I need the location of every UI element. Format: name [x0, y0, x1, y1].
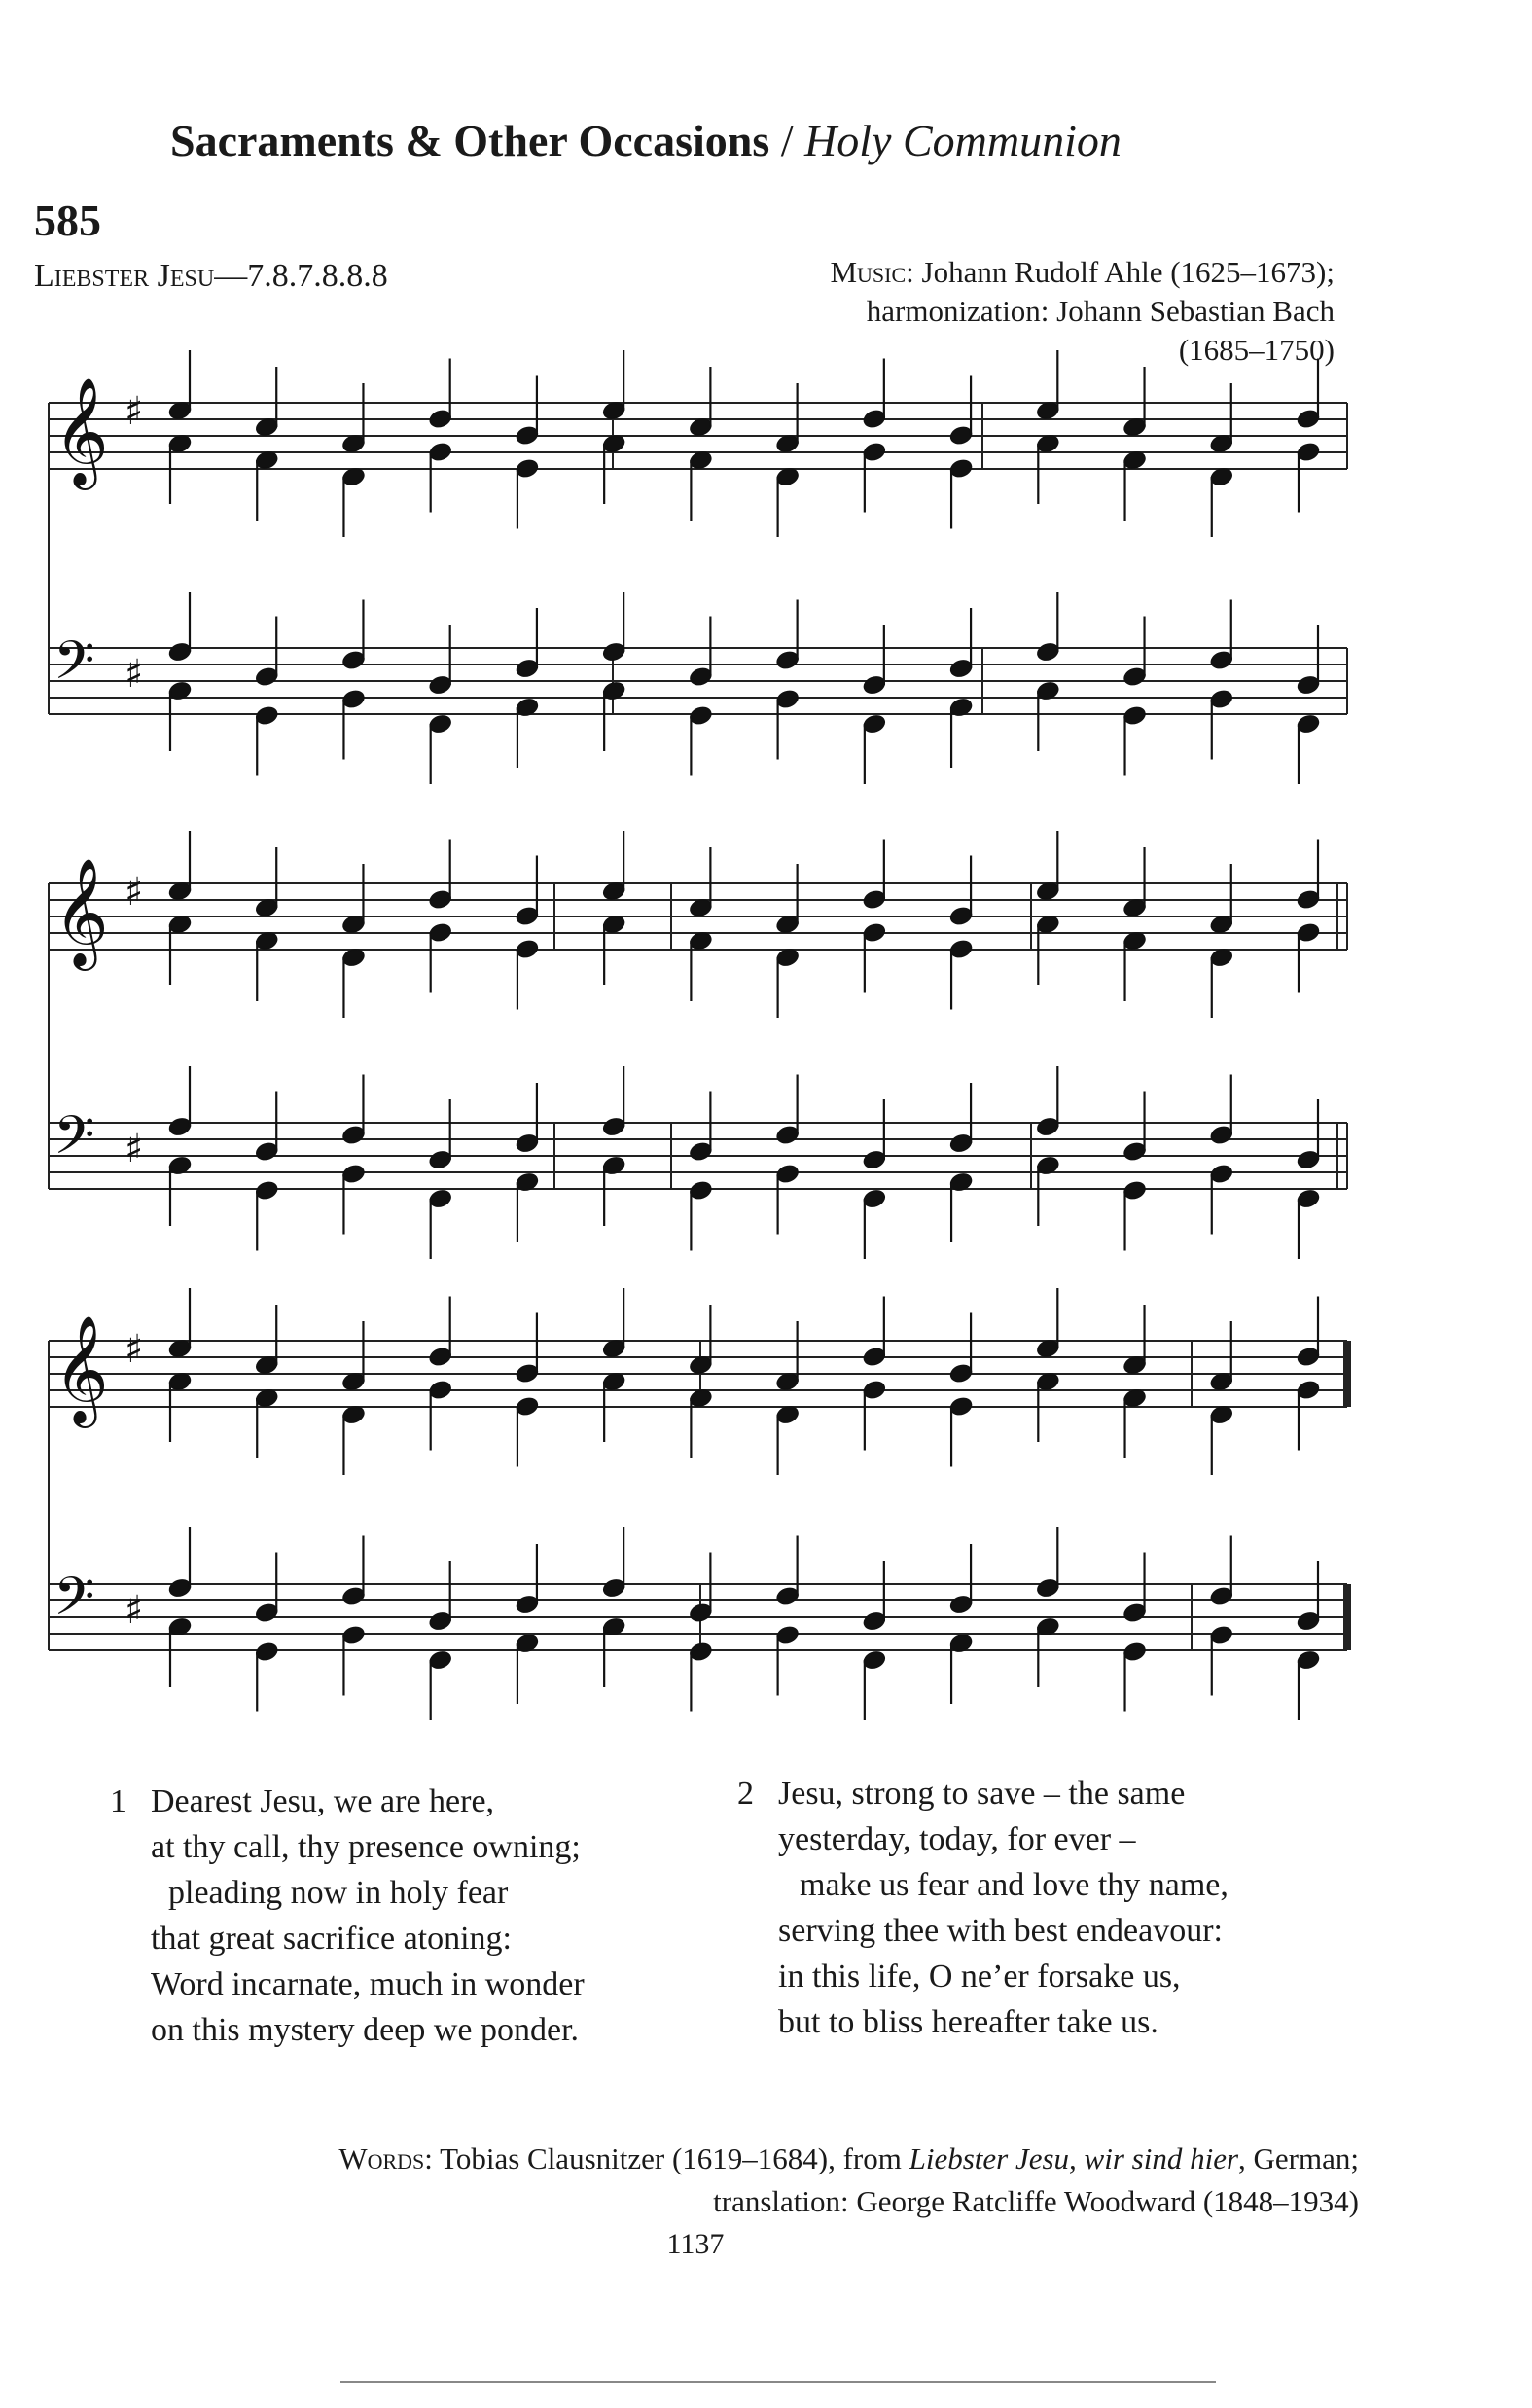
notehead [340, 1163, 366, 1185]
notehead [948, 1633, 974, 1655]
bass-clef-icon: 𝄢 [53, 1104, 95, 1179]
notehead [1035, 1371, 1060, 1393]
notehead [862, 1346, 887, 1368]
notehead [1122, 1601, 1147, 1624]
notehead [948, 457, 974, 480]
words-author: Tobias Clausnitzer (1619–1684), from [432, 2141, 909, 2175]
notehead [254, 1601, 279, 1624]
notehead [1209, 914, 1234, 936]
notehead [688, 1140, 713, 1163]
notehead [775, 688, 801, 710]
notehead [688, 1640, 713, 1663]
notehead [1122, 930, 1147, 952]
music-credit-line-2: harmonization: Johann Sebastian Bach [866, 294, 1335, 328]
notehead [688, 930, 713, 952]
verse-line: at thy call, thy presence owning; [151, 1829, 581, 1865]
notehead [428, 441, 453, 463]
notehead [167, 1616, 193, 1638]
notehead [1122, 1387, 1147, 1410]
notehead [948, 424, 974, 447]
notehead [1122, 449, 1147, 472]
notehead [948, 1171, 974, 1194]
treble-clef-icon: 𝄞 [53, 1314, 109, 1423]
verse-line: pleading now in holy fear [168, 1875, 509, 1911]
notehead [340, 433, 366, 455]
notehead [601, 1155, 626, 1177]
music-credit-line-1 [830, 253, 1335, 292]
verse-line: in this life, O ne’er forsake us, [778, 1959, 1181, 1995]
notehead [1122, 1354, 1147, 1377]
notehead [1035, 1116, 1060, 1138]
notehead [515, 697, 540, 719]
notehead [428, 1649, 453, 1671]
notehead [601, 641, 626, 664]
notehead [862, 1379, 887, 1401]
notehead [948, 938, 974, 960]
notehead [775, 649, 801, 671]
notehead [515, 1132, 540, 1155]
notehead [428, 1149, 453, 1171]
notehead [601, 1371, 626, 1393]
notehead [254, 1354, 279, 1377]
music-composer: Johann Rudolf Ahle (1625–1673); [913, 255, 1335, 289]
notehead [167, 1338, 193, 1360]
notehead [428, 408, 453, 430]
verse-number: 1 [110, 1783, 126, 1819]
original-title: Liebster Jesu, wir sind hier [909, 2141, 1239, 2175]
verse-line: that great sacrifice atoning: [151, 1921, 512, 1957]
notehead [167, 680, 193, 702]
notehead [688, 449, 713, 472]
notehead [948, 1395, 974, 1418]
notehead [1209, 688, 1234, 710]
notehead [1035, 1338, 1060, 1360]
sharp-icon: ♯ [125, 1588, 144, 1633]
notehead [688, 416, 713, 439]
section-title: Sacraments & Other Occasions [170, 116, 770, 165]
notehead [254, 897, 279, 919]
notehead [1296, 921, 1321, 944]
notehead [1035, 881, 1060, 903]
notehead [515, 1362, 540, 1384]
notehead [1209, 947, 1234, 969]
notehead [862, 1649, 887, 1671]
notehead [254, 449, 279, 472]
notehead [1209, 1585, 1234, 1607]
notehead [254, 416, 279, 439]
notehead [1122, 704, 1147, 727]
notehead [601, 1577, 626, 1599]
notehead [1209, 1371, 1234, 1393]
notehead [601, 400, 626, 422]
bass-clef-icon: 𝄢 [53, 629, 95, 704]
notehead [948, 1132, 974, 1155]
notehead [167, 400, 193, 422]
verse-line: Jesu, strong to save – the same [778, 1776, 1186, 1812]
notehead [601, 1616, 626, 1638]
notehead [1296, 1379, 1321, 1401]
notehead [1035, 433, 1060, 455]
notehead [775, 466, 801, 488]
sharp-icon: ♯ [125, 652, 144, 697]
notehead [1296, 408, 1321, 430]
notehead [775, 947, 801, 969]
notehead [1122, 1640, 1147, 1663]
notehead [775, 1585, 801, 1607]
notehead [1122, 897, 1147, 919]
notehead [428, 1188, 453, 1210]
notehead [1296, 1610, 1321, 1633]
notehead [340, 947, 366, 969]
notehead [340, 1124, 366, 1146]
notehead [948, 658, 974, 680]
notehead [601, 433, 626, 455]
notehead [515, 1633, 540, 1655]
music-label: Music: [830, 255, 914, 289]
notehead [1209, 466, 1234, 488]
notehead [601, 680, 626, 702]
notehead [167, 1371, 193, 1393]
words-language: , German; [1238, 2141, 1359, 2175]
notehead [1209, 649, 1234, 671]
words-credit [338, 2138, 1359, 2223]
notehead [340, 466, 366, 488]
words-label: Words: [338, 2141, 433, 2175]
section-separator: / [769, 116, 805, 165]
notehead [601, 1338, 626, 1360]
notehead [1122, 665, 1147, 688]
notehead [601, 1116, 626, 1138]
notehead [862, 1149, 887, 1171]
notehead [1209, 433, 1234, 455]
section-heading [170, 115, 1122, 166]
notehead [515, 424, 540, 447]
notehead [340, 1371, 366, 1393]
notehead [775, 1163, 801, 1185]
notehead [1035, 1616, 1060, 1638]
notehead [428, 1346, 453, 1368]
notehead [428, 1379, 453, 1401]
tune-line [34, 258, 388, 295]
notehead [254, 665, 279, 688]
verse-line: make us fear and love thy name, [800, 1867, 1229, 1903]
notehead [1209, 1624, 1234, 1646]
notehead [775, 914, 801, 936]
bass-clef-icon: 𝄢 [53, 1565, 95, 1640]
notehead [340, 688, 366, 710]
notehead [515, 1594, 540, 1616]
verse-line: Dearest Jesu, we are here, [151, 1783, 495, 1819]
notehead [428, 674, 453, 697]
page-number: 1137 [666, 2228, 725, 2260]
verse-1 [110, 1779, 585, 2053]
notehead [688, 665, 713, 688]
notehead [340, 1624, 366, 1646]
notehead [601, 881, 626, 903]
notehead [688, 1179, 713, 1202]
notehead [948, 1594, 974, 1616]
verse-2 [737, 1771, 1229, 2045]
notehead [1035, 1577, 1060, 1599]
notehead [688, 1601, 713, 1624]
notehead [1035, 641, 1060, 664]
notehead [254, 1387, 279, 1410]
notehead [688, 704, 713, 727]
notehead [428, 713, 453, 736]
notehead [167, 1155, 193, 1177]
notehead [862, 1610, 887, 1633]
notehead [515, 905, 540, 927]
notehead [1296, 888, 1321, 911]
notehead [775, 433, 801, 455]
notehead [1122, 1140, 1147, 1163]
sharp-icon: ♯ [125, 870, 144, 915]
notehead [1122, 416, 1147, 439]
notehead [254, 704, 279, 727]
notehead [775, 1404, 801, 1426]
notehead [1296, 441, 1321, 463]
notehead [862, 921, 887, 944]
words-credit-line-1 [338, 2138, 1359, 2180]
notehead [340, 1585, 366, 1607]
notehead [428, 921, 453, 944]
notehead [340, 649, 366, 671]
notehead [1296, 1149, 1321, 1171]
notehead [428, 1610, 453, 1633]
notehead [862, 888, 887, 911]
notehead [340, 1404, 366, 1426]
notehead [1209, 1163, 1234, 1185]
notehead [775, 1124, 801, 1146]
notehead [1035, 914, 1060, 936]
notehead [254, 1179, 279, 1202]
notehead [862, 441, 887, 463]
notehead [775, 1624, 801, 1646]
notehead [1296, 1188, 1321, 1210]
verse-number: 2 [737, 1776, 754, 1812]
verse-line: serving thee with best endeavour: [778, 1913, 1223, 1949]
notehead [167, 1577, 193, 1599]
notehead [167, 433, 193, 455]
notehead [515, 457, 540, 480]
notehead [515, 658, 540, 680]
notehead [688, 1354, 713, 1377]
notehead [862, 713, 887, 736]
music-credit [830, 253, 1335, 370]
subsection-title: Holy Communion [804, 116, 1122, 165]
verse-line: but to bliss hereafter take us. [778, 2004, 1158, 2040]
notehead [948, 697, 974, 719]
notehead [1122, 1179, 1147, 1202]
notehead [1209, 1404, 1234, 1426]
notehead [515, 1171, 540, 1194]
notehead [254, 1140, 279, 1163]
sharp-icon: ♯ [125, 1327, 144, 1372]
notehead [167, 881, 193, 903]
footer-rule [340, 2381, 1216, 2383]
notehead [1296, 713, 1321, 736]
hymn-number: 585 [34, 196, 101, 245]
notehead [1035, 400, 1060, 422]
verse-line: Word incarnate, much in wonder [151, 1966, 585, 2002]
notehead [515, 1395, 540, 1418]
notehead [515, 938, 540, 960]
notehead [1296, 674, 1321, 697]
notehead [1296, 1346, 1321, 1368]
notehead [862, 1188, 887, 1210]
notehead [254, 930, 279, 952]
words-credit-line-2: translation: George Ratcliffe Woodward (1848–1934) [713, 2184, 1359, 2218]
notehead [1296, 1649, 1321, 1671]
notehead [862, 408, 887, 430]
notehead [862, 674, 887, 697]
notehead [428, 888, 453, 911]
notehead [254, 1640, 279, 1663]
notehead [775, 1371, 801, 1393]
sharp-icon: ♯ [125, 389, 144, 434]
meter: —7.8.7.8.8.8 [214, 258, 388, 294]
notehead [1035, 680, 1060, 702]
notehead [948, 905, 974, 927]
verse-line: on this mystery deep we ponder. [151, 2012, 580, 2048]
notehead [1035, 1155, 1060, 1177]
notehead [688, 1387, 713, 1410]
notehead [1209, 1124, 1234, 1146]
notehead [167, 641, 193, 664]
notehead [688, 897, 713, 919]
notehead [167, 914, 193, 936]
tune-name: Liebster Jesu [34, 258, 215, 294]
verse-line: yesterday, today, for ever – [778, 1821, 1136, 1857]
treble-clef-icon: 𝄞 [53, 857, 109, 966]
notehead [601, 914, 626, 936]
notehead [340, 914, 366, 936]
sharp-icon: ♯ [125, 1127, 144, 1171]
treble-clef-icon: 𝄞 [53, 377, 109, 485]
notehead [948, 1362, 974, 1384]
notehead [167, 1116, 193, 1138]
music-credit-line-3: (1685–1750) [1178, 333, 1335, 367]
